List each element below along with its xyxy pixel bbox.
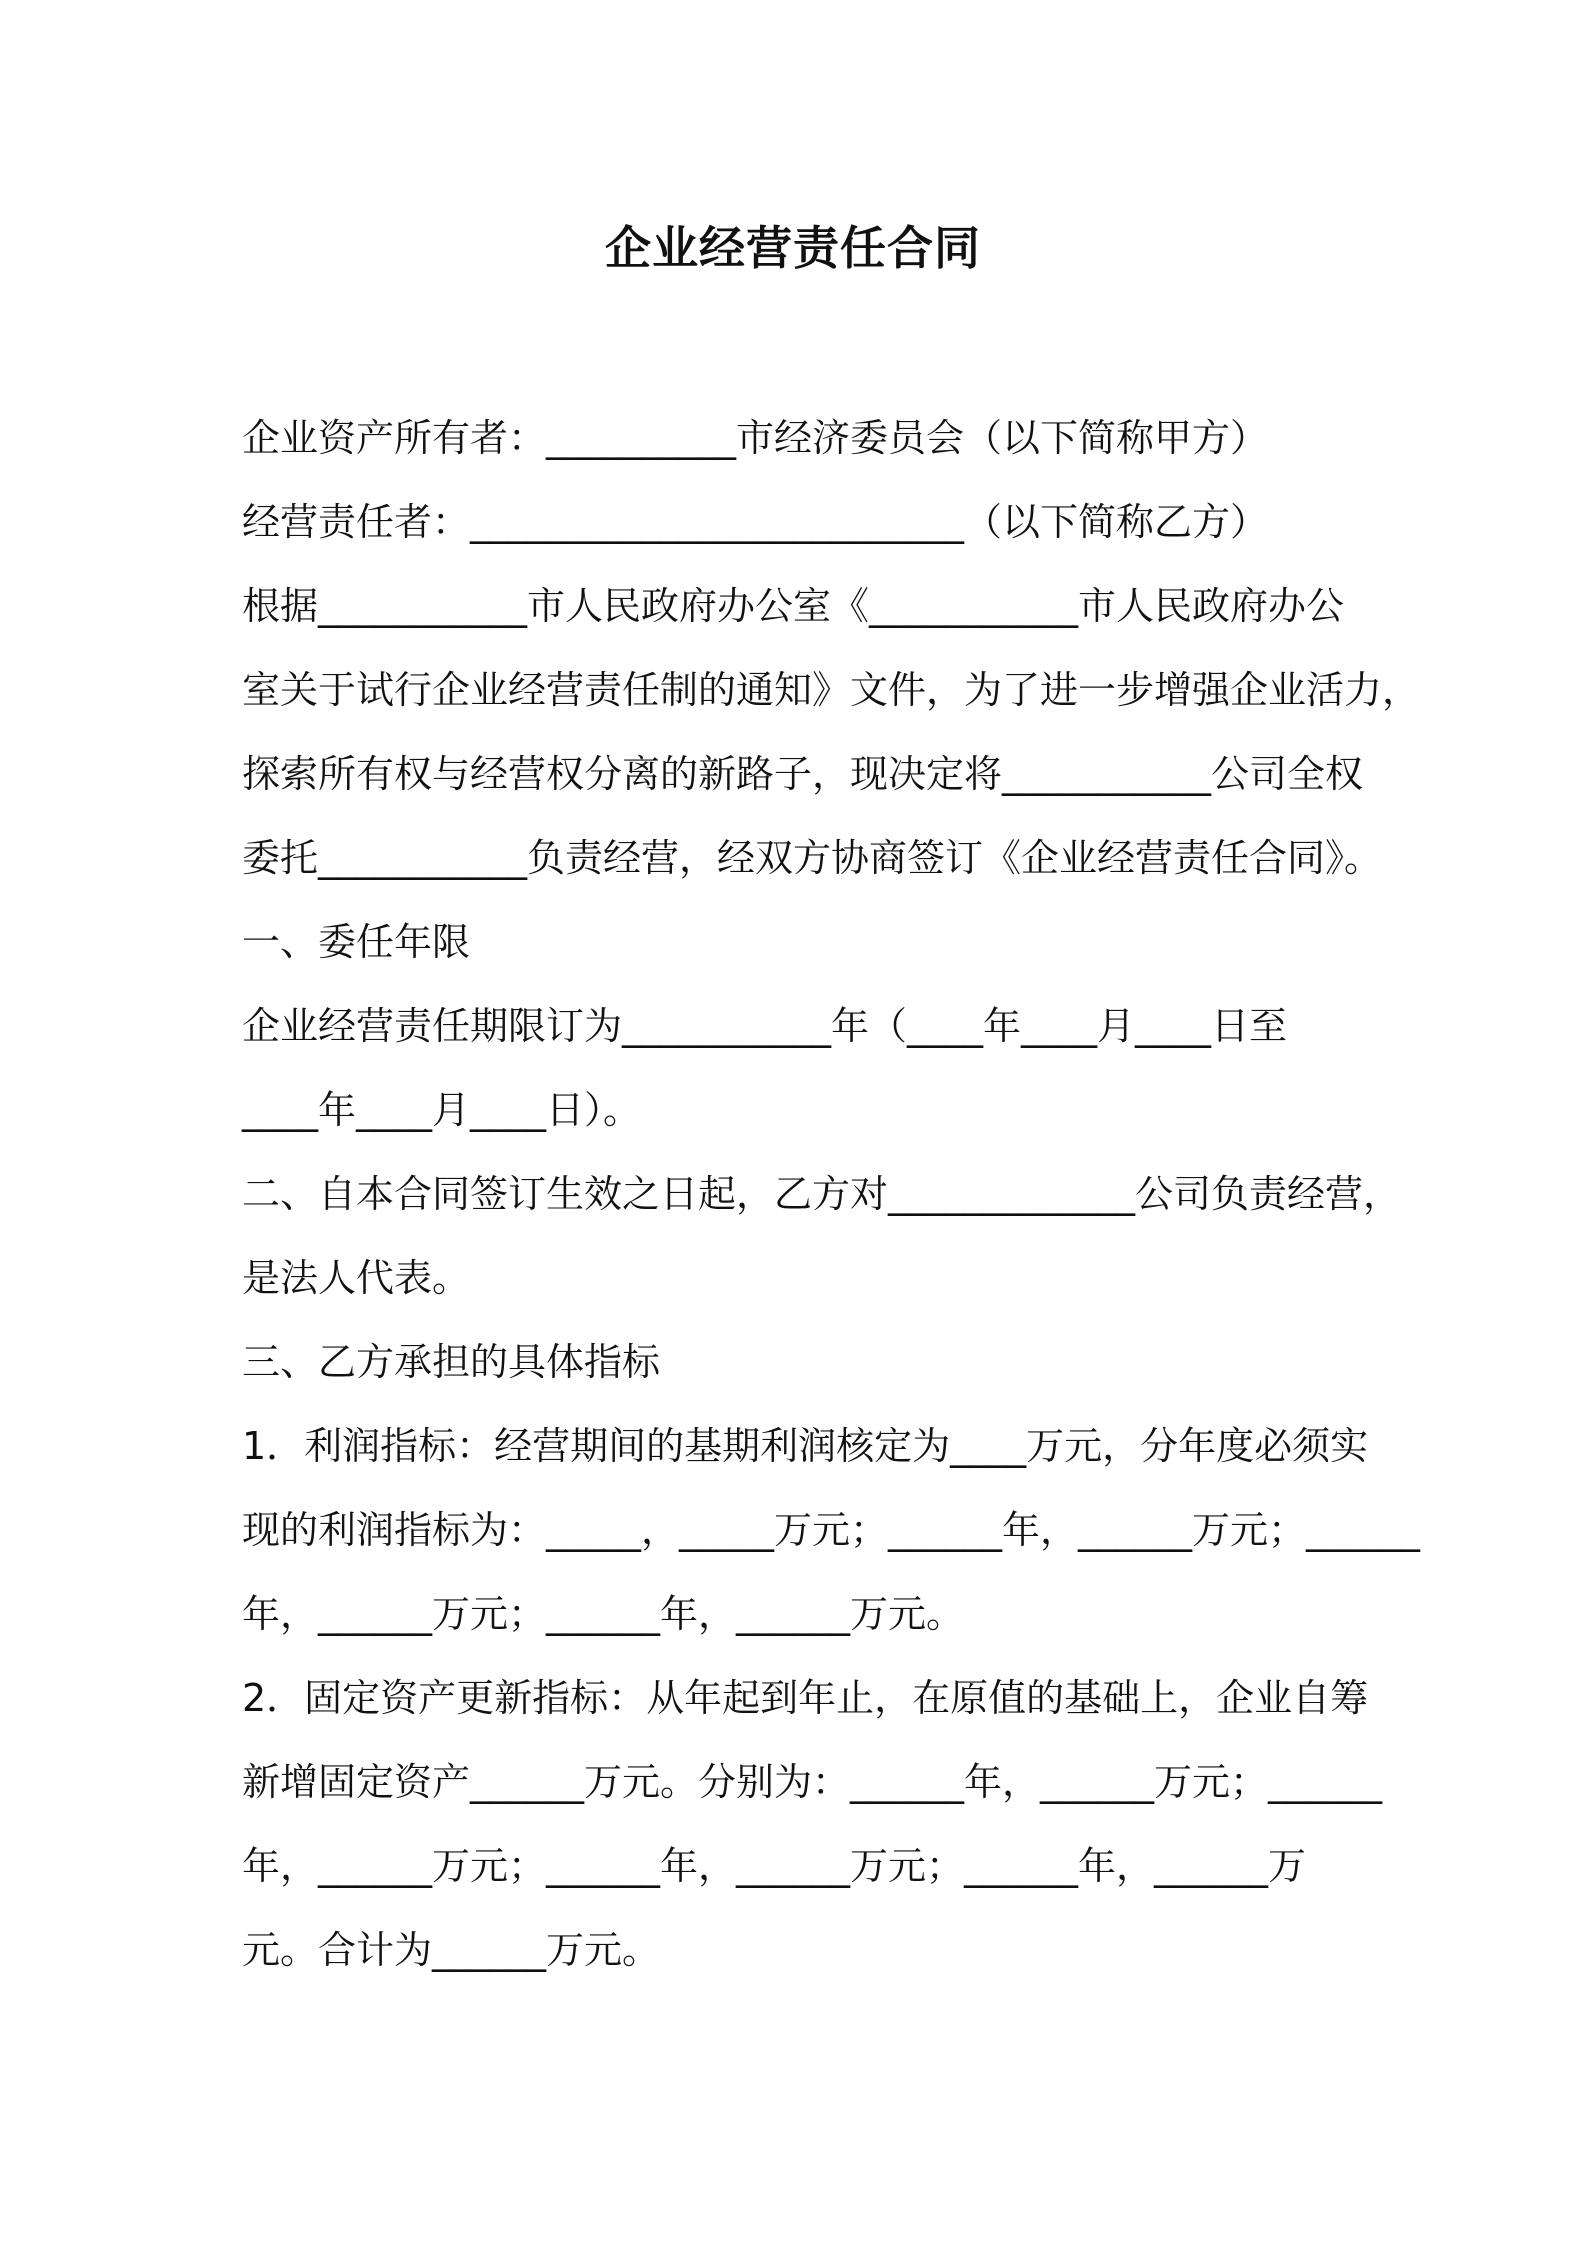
document-body xyxy=(242,408,1421,2004)
paragraph-line: 年，______万元；______年，______万元；______年，______万 xyxy=(242,1844,1307,1888)
document-title: 企业经营责任合同 xyxy=(605,221,981,275)
paragraph-line: 是法人代表。 xyxy=(242,1256,471,1300)
paragraph-line: 企业经营责任期限订为___________年（____年____月____日至 xyxy=(242,1004,1288,1048)
paragraph-line: 年，______万元；______年，______万元。 xyxy=(242,1592,965,1636)
paragraph-line: 企业资产所有者：__________市经济委员会（以下简称甲方） xyxy=(242,416,1269,460)
paragraph-line: 根据___________市人民政府办公室《___________市人民政府办公 xyxy=(242,584,1345,628)
paragraph-line: 新增固定资产______万元。分别为：______年，______万元；______ xyxy=(242,1760,1383,1804)
paragraph-line: 经营责任者：__________________________（以下简称乙方） xyxy=(242,500,1269,544)
section-heading: 二、自本合同签订生效之日起，乙方对_____________公司负责经营， xyxy=(242,1172,1402,1216)
paragraph-line: 2．固定资产更新指标：从年起到年止，在原值的基础上，企业自筹 xyxy=(242,1676,1369,1720)
paragraph-line: 室关于试行企业经营责任制的通知》文件，为了进一步增强企业活力， xyxy=(242,668,1421,712)
section-heading: 一、委任年限 xyxy=(242,920,471,964)
paragraph-line: ____年____月____日）。 xyxy=(242,1088,642,1132)
section-heading: 三、乙方承担的具体指标 xyxy=(242,1340,661,1384)
paragraph-line: 元。合计为______万元。 xyxy=(242,1928,661,1972)
paragraph-line: 探索所有权与经营权分离的新路子，现决定将___________公司全权 xyxy=(242,752,1364,796)
paragraph-line: 1．利润指标：经营期间的基期利润核定为____万元，分年度必须实 xyxy=(242,1424,1369,1468)
paragraph-line: 现的利润指标为：_____，_____万元；______年，______万元；______ xyxy=(242,1508,1421,1552)
paragraph-line: 委托___________负责经营，经双方协商签订《企业经营责任合同》。 xyxy=(242,836,1383,880)
